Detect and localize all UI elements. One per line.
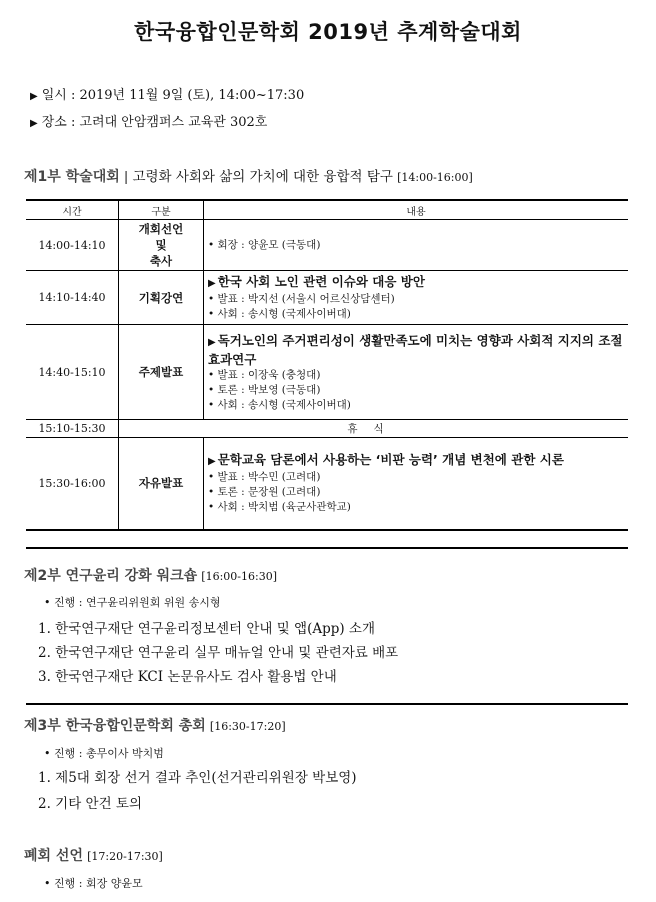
list-item: 2. 한국연구재단 연구윤리 실무 매뉴얼 안내 및 관련자료 배포 — [38, 645, 399, 661]
talk-title — [208, 451, 624, 470]
part3-time: [16:30-17:20] — [209, 720, 286, 733]
row-time: 15:30-16:00 — [26, 438, 119, 530]
row-kind: 기획강연 — [119, 271, 204, 325]
row-detail: • 토론 : 박보영 (극동대) — [208, 383, 321, 396]
closing-title: 폐회 선언 — [24, 848, 83, 864]
row-kind-line: 및 — [155, 238, 167, 252]
part2-host-text: 진행 : 연구윤리위원회 위원 송시형 — [54, 596, 221, 609]
table-row — [26, 438, 628, 530]
info-place — [30, 111, 267, 130]
part2-host: • 진행 : 연구윤리위원회 위원 송시형 — [44, 596, 221, 609]
column-header-kind: 구분 — [119, 200, 204, 220]
talk-title — [208, 332, 624, 368]
talk-title — [208, 273, 624, 292]
row-kind-line: 개회선언 — [138, 222, 184, 236]
info-date — [30, 84, 304, 103]
list-item: 1. 한국연구재단 연구윤리정보센터 안내 및 앱(App) 소개 — [38, 621, 376, 637]
part1-title: 제1부 학술대회 — [24, 169, 120, 185]
row-time: 14:00-14:10 — [26, 220, 119, 271]
row-detail: • 사회 : 송시형 (국제사이버대) — [208, 308, 351, 320]
row-content — [204, 325, 629, 420]
triangle-bullet-icon: ▶ — [208, 456, 216, 468]
table-row — [26, 271, 628, 325]
closing-time: [17:20-17:30] — [87, 850, 163, 863]
table-row-break — [26, 420, 628, 438]
info-date-text: 일시 : 2019년 11월 9일 (토), 14:00~17:30 — [41, 88, 305, 103]
triangle-bullet-icon: ▶ — [208, 278, 216, 289]
info-place-text: 장소 : 고려대 안암캠퍼스 교육관 302호 — [41, 115, 268, 130]
list-item: 2. 기타 안건 토의 — [38, 796, 142, 812]
closing-heading — [24, 845, 163, 865]
closing-host: • 진행 : 회장 양윤모 — [44, 877, 143, 890]
part3-heading — [24, 715, 286, 735]
part1-time: [14:00-16:00] — [397, 171, 473, 184]
row-detail: • 발표 : 박지선 (서울시 어르신상담센터) — [208, 293, 395, 305]
row-kind-line: 축사 — [149, 254, 173, 268]
row-time: 14:10-14:40 — [26, 271, 119, 325]
row-content — [204, 438, 629, 530]
column-header-content: 내용 — [204, 200, 629, 220]
page-title: 한국융합인문학회 2019년 추계학술대회 — [134, 20, 522, 44]
triangle-bullet-icon: ▶ — [208, 336, 216, 348]
row-content — [204, 220, 629, 271]
triangle-bullet-icon: ▶ — [30, 118, 38, 129]
section-divider — [26, 547, 628, 549]
talk-title-text: 독거노인의 주거편리성이 생활만족도에 미치는 영향과 사회적 지지의 조절효과연구 — [208, 332, 623, 367]
row-detail: • 발표 : 박수민 (고려대) — [208, 471, 321, 484]
row-kind: 자유발표 — [119, 438, 204, 530]
row-detail: • 토론 : 문장원 (고려대) — [208, 486, 321, 499]
row-time: 14:40-15:10 — [26, 325, 119, 420]
row-detail: • 회장 : 양윤모 (극동대) — [208, 238, 321, 251]
row-content — [204, 271, 629, 325]
row-detail: • 사회 : 송시형 (국제사이버대) — [208, 398, 351, 411]
part1-subtitle: 고령화 사회와 삶의 가치에 대한 융합적 탐구 — [132, 169, 393, 185]
part3-host: • 진행 : 총무이사 박치범 — [44, 747, 164, 760]
column-header-time: 시간 — [26, 200, 119, 220]
part3-host-text: 진행 : 총무이사 박치범 — [54, 747, 164, 760]
row-kind — [119, 220, 204, 271]
closing-host-text: 진행 : 회장 양윤모 — [54, 877, 143, 890]
section-divider — [26, 703, 628, 705]
table-row — [26, 220, 628, 271]
talk-title-text: 한국 사회 노인 관련 이슈와 대응 방안 — [217, 274, 425, 289]
part3-title: 제3부 한국융합인문학회 총회 — [24, 718, 206, 734]
row-kind: 주제발표 — [119, 325, 204, 420]
talk-title-text: 문학교육 담론에서 사용하는 ‘비판 능력’ 개념 변천에 관한 시론 — [217, 452, 564, 468]
part2-title: 제2부 연구윤리 강화 워크숍 — [24, 568, 198, 584]
list-item: 3. 한국연구재단 KCI 논문유사도 검사 활용법 안내 — [38, 669, 337, 685]
table-header-row — [26, 200, 628, 220]
break-label: 휴식 — [119, 420, 629, 438]
row-detail: • 발표 : 이장욱 (충청대) — [208, 368, 321, 381]
program-table — [26, 199, 628, 531]
part1-heading — [24, 165, 473, 186]
list-item: 1. 제5대 회장 선거 결과 추인(선거관리위원장 박보영) — [38, 770, 357, 786]
row-time: 15:10-15:30 — [26, 420, 119, 438]
table-row — [26, 325, 628, 420]
part2-time: [16:00-16:30] — [201, 570, 277, 583]
triangle-bullet-icon: ▶ — [30, 91, 38, 102]
part2-heading — [24, 565, 277, 585]
part1-divider: | — [123, 170, 129, 185]
row-detail: • 사회 : 박치범 (육군사관학교) — [208, 501, 351, 514]
